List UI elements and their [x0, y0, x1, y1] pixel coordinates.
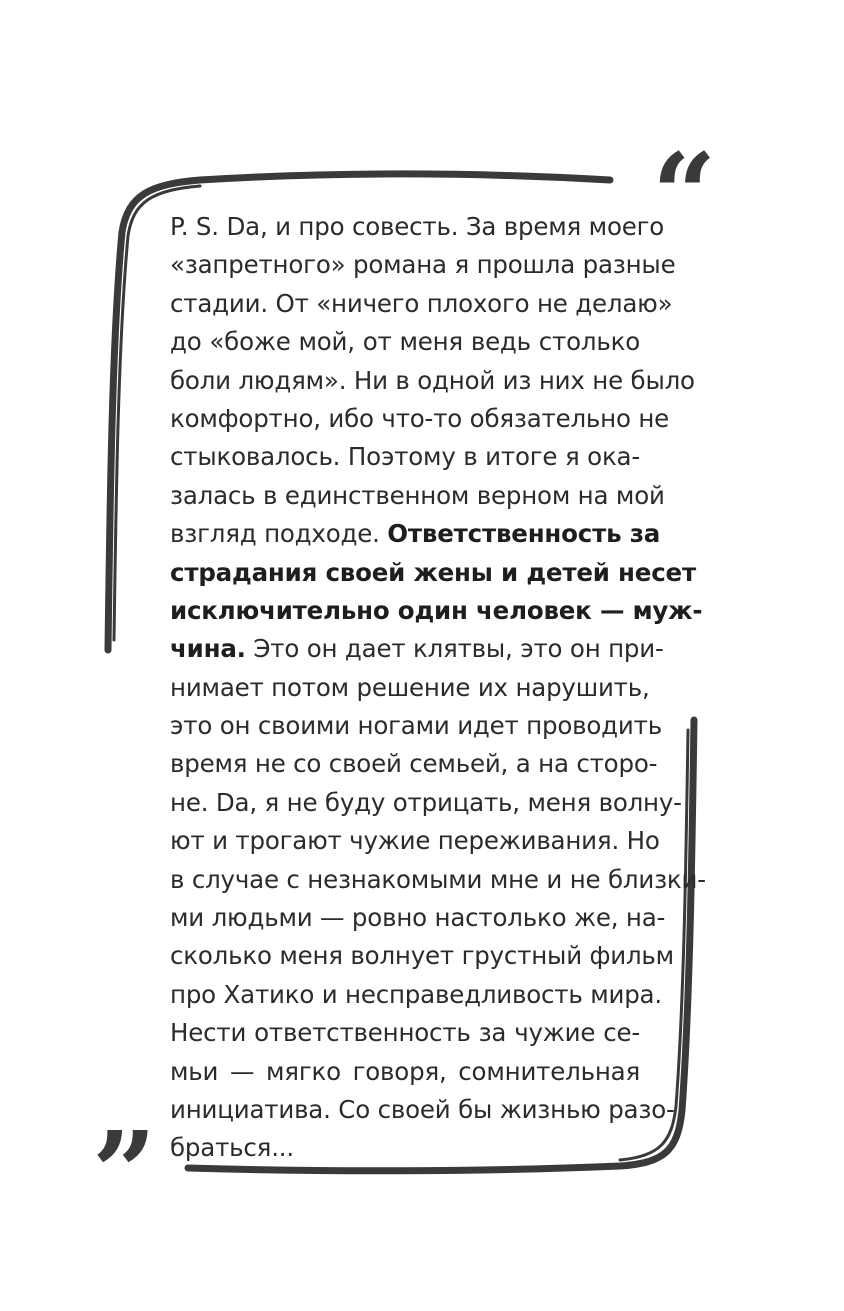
text-line: «запретного» романа я прошла разные — [170, 250, 676, 280]
text-line: залась в единственном верном на мой — [170, 480, 665, 510]
text-line: это он своими ногами идет проводить — [170, 711, 662, 741]
text-segment: взгляд подходе. — [170, 519, 388, 549]
text-line — [170, 515, 661, 553]
text-line — [170, 630, 664, 668]
text-line: не. Da, я не буду отрицать, меня волну- — [170, 787, 682, 817]
text-line: комфортно, ибо что-то обязательно не — [170, 403, 670, 433]
text-line: ми людьми — ровно настолько же, на- — [170, 903, 666, 933]
text-line: нимает потом решение их нарушить, — [170, 672, 650, 702]
bold-text-segment: чина. — [170, 634, 246, 664]
body-text — [170, 208, 706, 1168]
bold-text-segment: Ответственность за — [387, 519, 661, 549]
text-line: Нести ответственность за чужие се- — [170, 1018, 640, 1048]
open-quote-icon: “ — [652, 130, 711, 261]
close-quote-icon: ” — [92, 1108, 151, 1239]
text-line: сколько меня волнует грустный фильм — [170, 941, 674, 971]
text-line: браться... — [170, 1133, 294, 1163]
text-line: боли людям». Ни в одной из них не было — [170, 365, 695, 395]
text-line: P. S. Da, и про совесть. За время моего — [170, 212, 665, 241]
text-line: время не со своей семьей, а на сторо- — [170, 749, 658, 779]
text-line: в случае с незнакомыми мне и не близки- — [170, 864, 706, 894]
text-line: инициатива. Со своей бы жизнью разо- — [170, 1094, 675, 1124]
text-line: про Хатико и несправедливость мира. — [170, 979, 662, 1009]
bold-text-line: страдания своей жены и детей несет — [170, 557, 696, 587]
text-line: ют и трогают чужие переживания. Но — [170, 826, 660, 856]
text-line: мьи — мягко говоря, сомнительная — [170, 1056, 640, 1086]
text-line: стадии. От «ничего плохого не делаю» — [170, 288, 673, 318]
bold-text-line: исключительно один человек — муж- — [170, 595, 703, 625]
text-line: стыковалось. Поэтому в итоге я ока- — [170, 442, 640, 472]
text-line: до «боже мой, от меня ведь столько — [170, 327, 640, 357]
text-segment: Это он дает клятвы, это он при- — [245, 634, 664, 664]
